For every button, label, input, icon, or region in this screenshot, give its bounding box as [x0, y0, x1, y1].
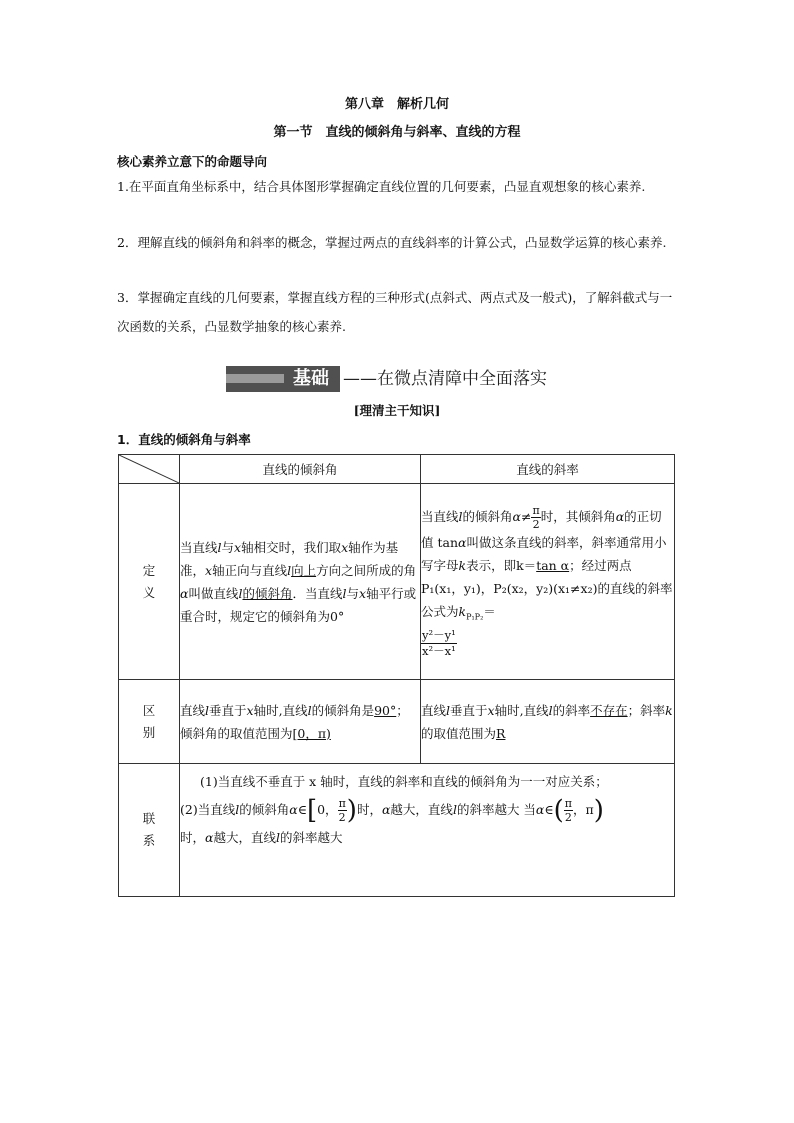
col-header-slope: 直线的斜率: [421, 455, 675, 484]
row-label-difference: 区 别: [119, 680, 180, 764]
intro-item-1: 1.在平面直角坐标系中，结合具体图形掌握确定直线位置的几何要素，凸显直观想象的核心素养.: [117, 179, 646, 194]
slope-formula-fraction: $\frac{\text{y²－y¹}}{\text{x²－x¹}}$: [422, 628, 456, 659]
row-label-relation: 联 系: [119, 764, 180, 897]
pi-over-2-fraction: $\frac{\pi}{2}$: [338, 797, 346, 824]
col-header-angle: 直线的倾斜角: [180, 455, 421, 484]
relation-line-2: (2)当直线l的倾斜角α∈[0， $\frac{\pi}{2}$ )时，α越大，直线l的斜率越大 当α∈( $\frac{\pi}{2}$ ，π): [180, 795, 604, 826]
intro-heading: 核心素养立意下的命题导向: [117, 154, 268, 169]
chapter-title: 第八章 解析几何: [344, 97, 449, 112]
banner-word: 基础: [293, 368, 329, 389]
definition-slope-cell: 当直线l的倾斜角α≠ $\frac{\pi}{2}$ 时，其倾斜角α的正切值 tanα叫做这条直线的斜率，斜率通常用小写字母k表示，即k＝tan α；经过两点P₁(x₁，y₁)，P₂(x₂，y₂)(x₁≠x₂)的直线的斜率公式为$k_{P_1P_2}=$ $\frac{\text{y²－y¹}}{\text{x²－x¹}}$: [421, 484, 675, 680]
banner-bar: [226, 366, 340, 392]
section-title: 第一节 直线的倾斜角与斜率、直线的方程: [273, 125, 521, 140]
section-banner: [226, 366, 566, 392]
topic-1-heading: 1．直线的倾斜角与斜率: [117, 432, 251, 447]
knowledge-heading: [理清主干知识]: [353, 403, 441, 418]
diagonal-line-icon: [119, 455, 179, 483]
difference-slope-cell: 直线l垂直于x轴时,直线l的斜率不存在；斜率k的取值范围为R: [421, 680, 675, 764]
row-label-definition: 定 义: [119, 484, 180, 680]
banner-stripe: [226, 374, 284, 383]
pi-over-2-fraction: $\frac{\pi}{2}$: [532, 503, 540, 531]
relation-line-1: (1)当直线不垂直于 x 轴时，直线的斜率和直线的倾斜角为一一对应关系；: [200, 774, 608, 789]
difference-angle-cell: 直线l垂直于x轴时,直线l的倾斜角是90°；倾斜角的取值范围为[0，π): [180, 680, 421, 764]
relation-cell: [180, 764, 675, 897]
definition-angle-cell: 当直线l与x轴相交时，我们取x轴作为基准，x轴正向与直线l向上方向之间所成的角α叫做直线l的倾斜角．当直线l与x轴平行或重合时，规定它的倾斜角为0°: [180, 484, 421, 680]
diagonal-header-cell: [119, 455, 180, 484]
banner-subtitle: ——在微点清障中全面落实: [343, 369, 547, 389]
relation-line-3: 时，α越大，直线l的斜率越大: [180, 830, 343, 845]
pi-over-2-fraction: $\frac{\pi}{2}$: [564, 797, 573, 824]
intro-item-2: 2．理解直线的倾斜角和斜率的概念，掌握过两点的直线斜率的计算公式，凸显数学运算的核心素养.: [117, 235, 667, 250]
slope-angle-table: [118, 454, 675, 897]
intro-item-3: 3．掌握确定直线的几何要素，掌握直线方程的三种形式(点斜式、两点式及一般式)，了解斜截式与一次函数的关系，凸显数学抽象的核心素养.: [117, 290, 673, 334]
